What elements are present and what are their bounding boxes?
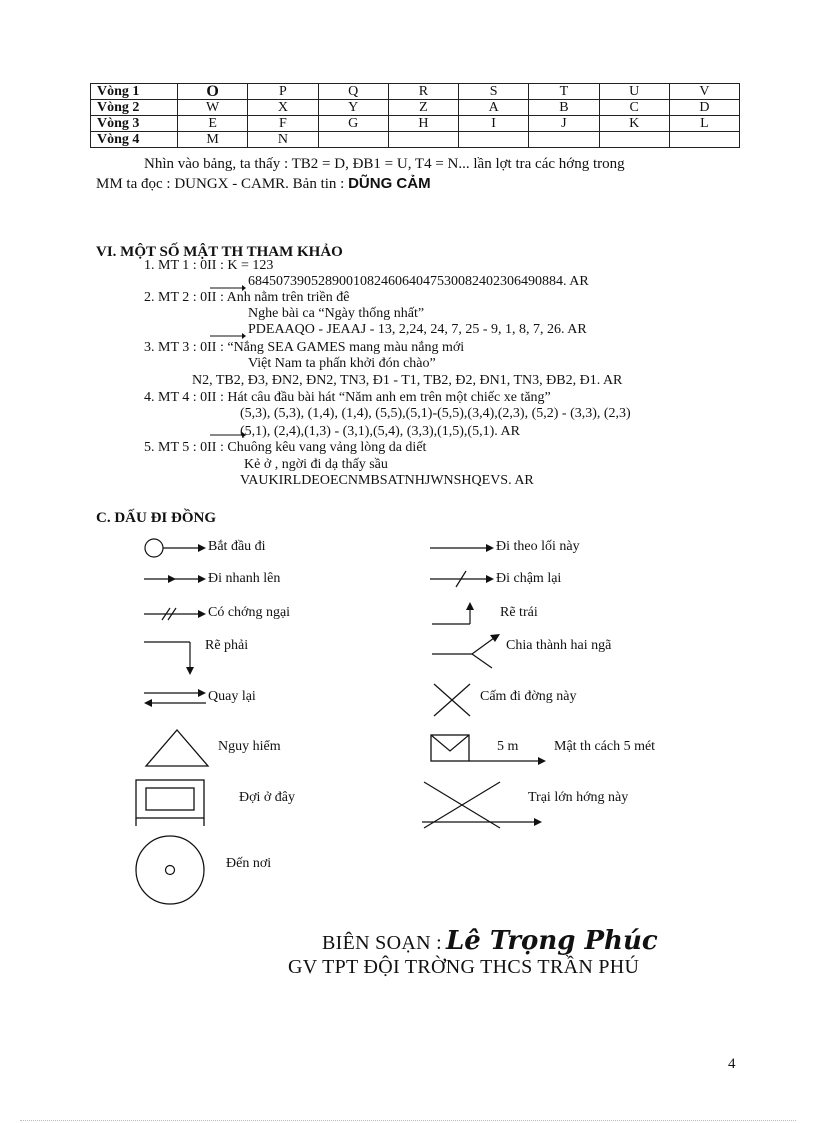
fast-sign-icon (144, 574, 206, 584)
turn-left-sign-icon (432, 602, 476, 626)
mt5-line-3: VAUKIRLDEOECNMBSATNHJWNSHQEVS. AR (240, 473, 534, 488)
table-cell (599, 132, 669, 148)
table-cell: R (388, 84, 458, 100)
table-cell: K (599, 116, 669, 132)
table-cell: W (178, 100, 248, 116)
slow-sign-label: Đi chậm lại (496, 571, 562, 586)
table-cell: M (178, 132, 248, 148)
table-cell (529, 132, 599, 148)
table-cell: I (459, 116, 529, 132)
go-back-sign-label: Quay lại (208, 689, 256, 704)
table-cell (318, 132, 388, 148)
table-row-label: Vòng 4 (91, 132, 178, 148)
table-cell: V (669, 84, 739, 100)
start-sign-icon (144, 538, 206, 558)
table-cell: L (669, 116, 739, 132)
start-sign-label: Bắt đầu đi (208, 539, 266, 554)
fast-sign-label: Đi nhanh lên (208, 571, 281, 586)
table-cell: Z (388, 100, 458, 116)
table-cell: E (178, 116, 248, 132)
table-cell: C (599, 100, 669, 116)
go-back-sign-icon (144, 688, 206, 708)
signature-name: Lê Trọng Phúc (445, 926, 658, 956)
table-cell: U (599, 84, 669, 100)
explain-line-1: Nhìn vào bảng, ta thấy : TB2 = D, ĐB1 = U, T4 = N... lần lợt tra các hớng trong (144, 156, 625, 172)
page-bottom-rule (20, 1120, 796, 1121)
letter-sign-label: Mật th cách 5 mét (554, 739, 656, 754)
explain-line-2 (96, 175, 431, 193)
table-row-label: Vòng 3 (91, 116, 178, 132)
table-cell: P (248, 84, 318, 100)
table-cell: B (529, 100, 599, 116)
table-cell: X (248, 100, 318, 116)
slow-sign-icon (430, 570, 494, 588)
table-cell (459, 132, 529, 148)
signature-prefix: BIÊN SOẠN : (322, 932, 442, 954)
table-cell: S (459, 84, 529, 100)
signature-role: GV TPT ĐỘI TRỜNG THCS TRẦN PHÚ (288, 956, 640, 978)
table-cell: O (178, 84, 248, 100)
explain-answer: DŨNG CẢM (348, 175, 431, 192)
page-number: 4 (728, 1056, 736, 1072)
table-cell: T (529, 84, 599, 100)
mt2-arrow-icon (210, 332, 246, 340)
follow-sign-icon (430, 543, 494, 553)
mt4-line-2: (5,3), (5,3), (1,4), (1,4), (5,5),(5,1)-(5,5),(3,4),(2,3), (5,2) - (3,3), (2,3) (240, 406, 631, 421)
letter-distance-label: 5 m (497, 739, 519, 754)
letter-sign-icon (430, 734, 548, 764)
mt5-line-2: Kẻ ở , ngời đi dạ thấy sầu (244, 457, 388, 472)
turn-right-sign-label: Rẽ phải (205, 638, 249, 653)
forbid-sign-label: Cấm đi đờng này (480, 689, 577, 704)
mt3-line-2: Việt Nam ta phấn khởi đón chào” (248, 356, 436, 371)
table-cell: A (459, 100, 529, 116)
mt4-line-1: 4. MT 4 : 0II : Hát câu đầu bài hát “Năm anh em trên một chiếc xe tăng” (144, 390, 551, 405)
table-row (91, 132, 740, 148)
table-row (91, 84, 740, 100)
table-row-label: Vòng 2 (91, 100, 178, 116)
wait-sign-label: Đợi ở đây (239, 790, 296, 805)
mt3-line-3: N2, TB2, Đ3, ĐN2, ĐN2, TN3, Đ1 - T1, TB2, Đ2, ĐN1, TN3, ĐB2, Đ1. AR (192, 373, 623, 388)
table-cell: F (248, 116, 318, 132)
turn-left-sign-label: Rẽ trái (500, 605, 538, 620)
mt5-line-1: 5. MT 5 : 0II : Chuông kêu vang vảng lòng da diết (144, 440, 427, 455)
table-cell: N (248, 132, 318, 148)
split-sign-icon (432, 632, 504, 674)
table-cell (388, 132, 458, 148)
signature-block (322, 926, 658, 956)
arrive-sign-label: Đến nơi (226, 856, 272, 871)
camp-sign-icon (420, 780, 544, 830)
follow-sign-label: Đi theo lối này (496, 539, 580, 554)
mt1-line-1: 1. MT 1 : 0II : K = 123 (144, 258, 274, 273)
table-cell: G (318, 116, 388, 132)
mt3-line-1: 3. MT 3 : 0II : “Nắng SEA GAMES mang màu nắng mới (144, 340, 465, 355)
wait-sign-icon (134, 778, 206, 828)
cipher-table (90, 83, 740, 148)
table-cell: H (388, 116, 458, 132)
table-cell: J (529, 116, 599, 132)
table-row (91, 116, 740, 132)
danger-sign-icon (144, 728, 210, 768)
table-cell: Y (318, 100, 388, 116)
camp-sign-label: Trại lớn hớng này (528, 790, 629, 805)
forbid-sign-icon (432, 682, 472, 718)
mt1-line-2: 684507390528900108246064047530082402306490884. AR (248, 274, 589, 289)
mt2-line-2: Nghe bài ca “Ngày thống nhất” (248, 306, 425, 321)
section-vi-heading: VI. MỘT SỐ MẬT TH THAM KHẢO (96, 244, 343, 260)
section-c-heading: C. DẤU ĐI ĐỒNG (96, 510, 216, 526)
arrive-sign-icon (134, 834, 206, 906)
obstacle-sign-icon (144, 606, 206, 622)
mt2-line-3: PDEAAQO - JEAAJ - 13, 2,24, 24, 7, 25 - 9, 1, 8, 7, 26. AR (248, 322, 587, 337)
table-row-label: Vòng 1 (91, 84, 178, 100)
split-sign-label: Chia thành hai ngã (506, 638, 612, 653)
mt4-line-3: (5,1), (2,4),(1,3) - (3,1),(5,4), (3,3),(1,5),(5,1). AR (240, 424, 520, 439)
danger-sign-label: Nguy hiểm (218, 739, 281, 754)
table-cell (669, 132, 739, 148)
obstacle-sign-label: Có chớng ngại (208, 605, 291, 620)
turn-right-sign-icon (144, 640, 196, 676)
explain-line-2-text: MM ta đọc : DUNGX - CAMR. Bản tin : (96, 176, 345, 192)
table-row (91, 100, 740, 116)
table-cell: D (669, 100, 739, 116)
mt2-line-1: 2. MT 2 : 0II : Anh nằm trên triền đê (144, 290, 350, 305)
table-cell: Q (318, 84, 388, 100)
